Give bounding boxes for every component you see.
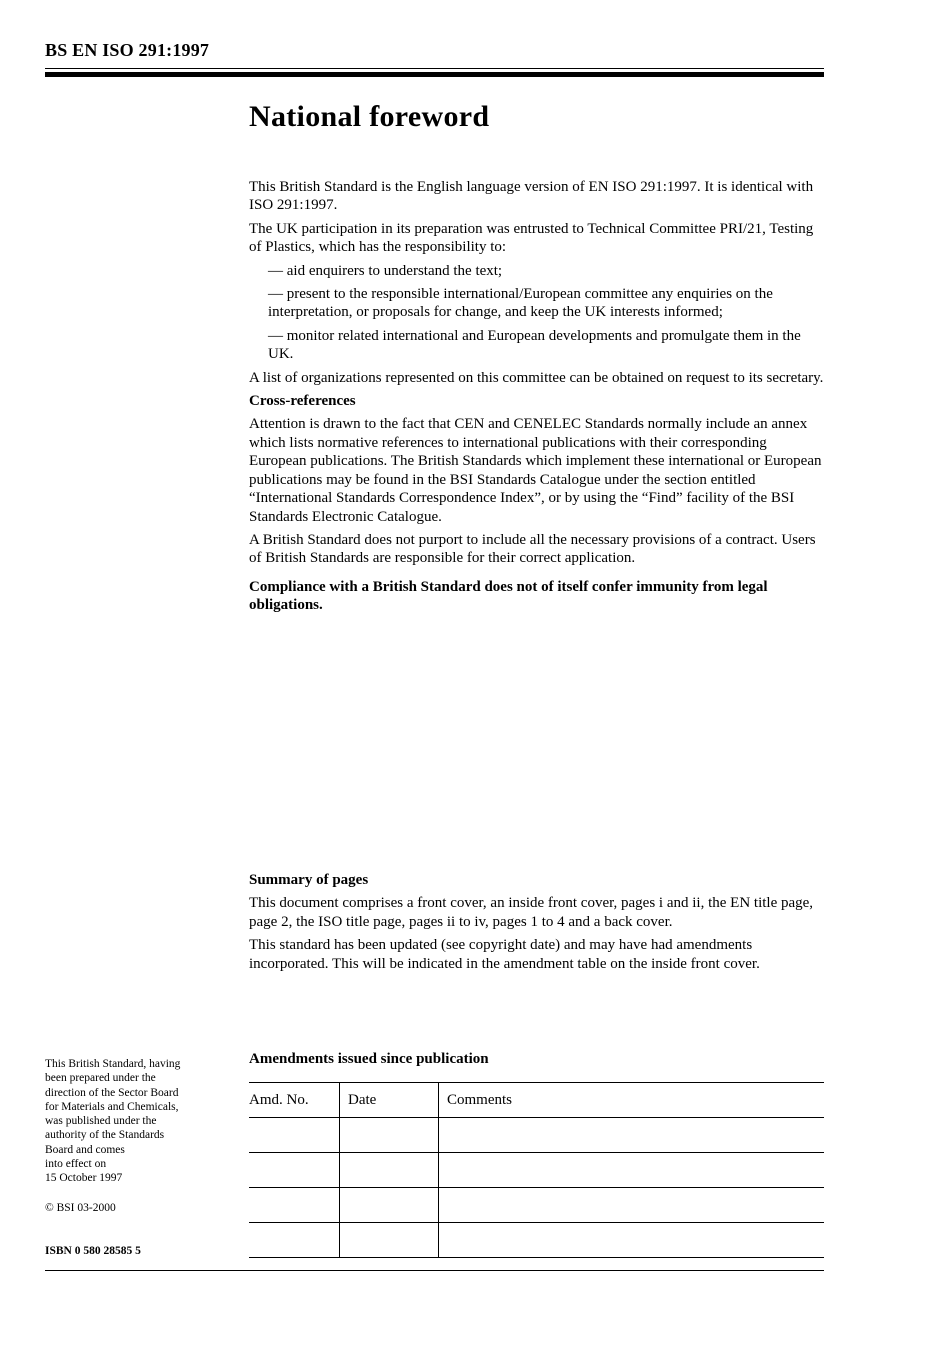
list-item-present: — present to the responsible international/European committee any enquiries on the interpretation, or proposals for change, and keep the UK interests informed; <box>268 286 773 321</box>
column-header-date: Date <box>340 1083 439 1118</box>
summary-section <box>249 871 824 978</box>
table-row <box>249 1153 824 1188</box>
paragraph-updated: This standard has been updated (see copyright date) and may have had amendments incorporated. This will be indicated in the amendment table on the inside front cover. <box>249 937 760 972</box>
header-rule-thick <box>45 72 824 77</box>
table-cell <box>439 1188 825 1223</box>
note-line: for Materials and Chemicals, <box>45 1100 179 1113</box>
table-cell <box>439 1153 825 1188</box>
table-cell <box>249 1223 340 1258</box>
header-standard-id: BS EN ISO 291:1997 <box>45 40 210 60</box>
table-cell <box>249 1188 340 1223</box>
list-item-aid: — aid enquirers to understand the text; <box>268 262 503 279</box>
copyright-notice: © BSI 03-2000 <box>45 1202 116 1214</box>
main-heading-block <box>249 100 827 134</box>
paragraph-identity: This British Standard is the English language version of EN ISO 291:1997. It is identical with ISO 291:1997. <box>249 179 814 214</box>
table-cell <box>340 1118 439 1153</box>
amendments-table <box>249 1082 824 1258</box>
table-cell <box>340 1153 439 1188</box>
note-line: 15 October 1997 <box>45 1172 123 1185</box>
column-header-comments: Comments <box>439 1083 825 1118</box>
note-line: direction of the Sector Board <box>45 1086 179 1099</box>
note-line: authority of the Standards <box>45 1129 165 1142</box>
table-cell <box>340 1223 439 1258</box>
isbn: ISBN 0 580 28585 5 <box>45 1245 141 1257</box>
note-line: been prepared under the <box>45 1072 156 1085</box>
paragraph-compliance: Compliance with a British Standard does not of itself confer immunity from legal obligations. <box>249 578 768 614</box>
list-item-monitor: — monitor related international and European developments and promulgate them in the UK. <box>268 327 801 363</box>
heading-summary: Summary of pages <box>249 872 369 888</box>
table-row <box>249 1118 824 1153</box>
table-cell <box>439 1118 825 1153</box>
paragraph-committee: The UK participation in its preparation was entrusted to Technical Committee PRI/21, Testing of Plastics, which has the responsibility to: <box>249 220 814 256</box>
column-header-amd-no: Amd. No. <box>249 1083 340 1118</box>
table-header-row <box>249 1083 824 1118</box>
note-line: Board and comes <box>45 1143 125 1156</box>
table-cell <box>249 1153 340 1188</box>
note-line: This British Standard, having <box>45 1058 181 1070</box>
amendments-heading: Amendments issued since publication <box>249 1051 489 1067</box>
heading-cross-references: Cross-references <box>249 393 356 410</box>
table-row <box>249 1223 824 1258</box>
paragraph-summary: This document comprises a front cover, an inside front cover, pages i and ii, the EN title page, page 2, the ISO title page, pages ii to iv, pages 1 to 4 and a back cover. <box>249 895 814 930</box>
table-row <box>249 1188 824 1223</box>
paragraph-contract: A British Standard does not purport to include all the necessary provisions of a contract. Users of British Standards are responsible for their correct application. <box>249 531 816 567</box>
note-line: into effect on <box>45 1158 107 1171</box>
table-cell <box>249 1118 340 1153</box>
paragraph-organizations: A list of organizations represented on this committee can be obtained on request to its secretary. <box>249 369 824 386</box>
footer-rule <box>45 1270 824 1271</box>
paragraph-cross-references: Attention is drawn to the fact that CEN and CENELEC Standards normally include an annex which lists normative references to international publications with their corresponding European publications. The British Standards which implement these international or European publications may be found in the BSI Standards Catalogue under the section entitled “International Standards Correspondence Index”, or by using the “Find” facility of the BSI Standards Electronic Catalogue. <box>249 416 822 525</box>
table-cell <box>439 1223 825 1258</box>
header-rule-thin <box>45 68 824 69</box>
publication-note <box>45 1057 230 1186</box>
table-cell <box>340 1188 439 1223</box>
foreword-body <box>249 178 824 620</box>
note-line: was published under the <box>45 1115 157 1128</box>
page-title: National foreword <box>249 100 490 133</box>
